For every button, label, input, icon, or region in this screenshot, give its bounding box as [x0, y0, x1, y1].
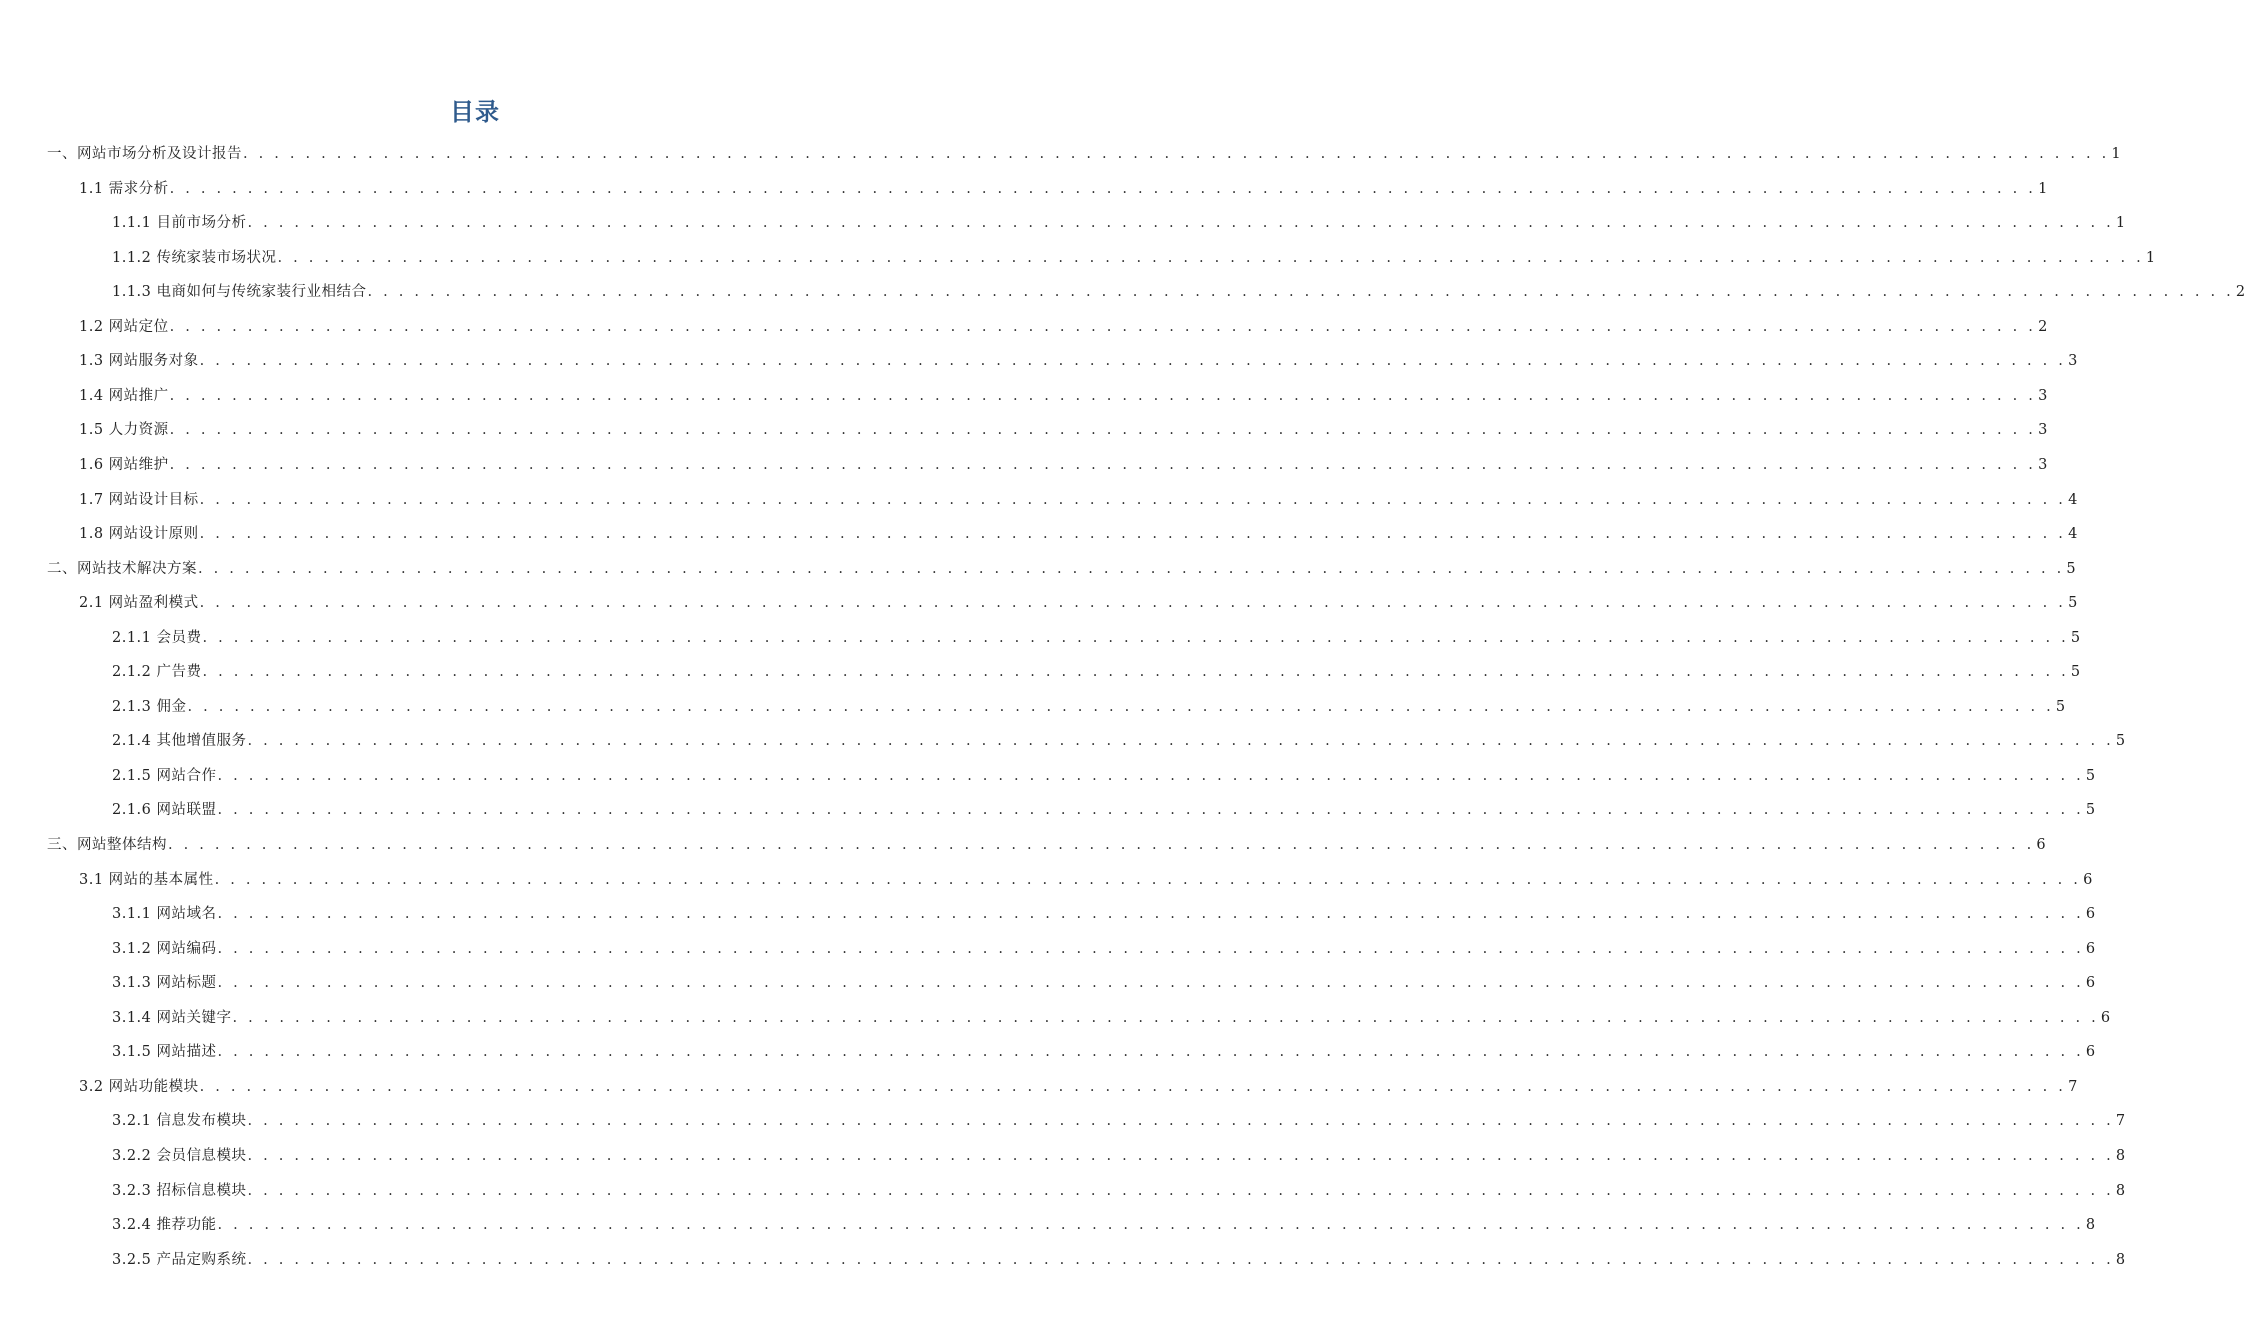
toc-entry[interactable]: [112, 209, 2126, 233]
toc-page-number: 4: [2068, 526, 2078, 543]
toc-dot-leader: . . . . . . . . . . . . . . . . . . . . . . . . . . . . . . . . . . . . . . . . . . . . . . . . . . . . . . . . . . . . . . . . . . . . . . . . . . . . . . . . . . . . . . . . . . . . . . . . . . . . . . . . . . . . . . . . . . . . . . . .: [187, 698, 2054, 715]
toc-entry-text: 1.7 网站设计目标: [79, 491, 199, 508]
toc-entry[interactable]: [79, 486, 2078, 510]
toc-entry-text: 2.1.1 会员费: [112, 629, 202, 646]
toc-entry-text: 1.1.1 目前市场分析: [112, 215, 247, 232]
toc-entry-text: 1.8 网站设计原则: [79, 526, 199, 543]
toc-dot-leader: . . . . . . . . . . . . . . . . . . . . . . . . . . . . . . . . . . . . . . . . . . . . . . . . . . . . . . . . . . . . . . . . . . . . . . . . . . . . . . . . . . . . . . . . . . . . . . . . . . . . . . . . . . . . . . . . . . . . . . . .: [217, 975, 2084, 992]
toc-page-number: 6: [2085, 1044, 2096, 1061]
toc-dot-leader: . . . . . . . . . . . . . . . . . . . . . . . . . . . . . . . . . . . . . . . . . . . . . . . . . . . . . . . . . . . . . . . . . . . . . . . . . . . . . . . . . . . . . . . . . . . . . . . . . . . . . . . . . . . . . . . . . . . . . . . .: [217, 940, 2084, 957]
toc-dot-leader: . . . . . . . . . . . . . . . . . . . . . . . . . . . . . . . . . . . . . . . . . . . . . . . . . . . . . . . . . . . . . . . . . . . . . . . . . . . . . . . . . . . . . . . . . . . . . . . . . . . . . . . . . . . . . . . . . . . . . . . .: [217, 1217, 2084, 1234]
toc-page-number: 6: [2085, 906, 2096, 923]
toc-entry[interactable]: [79, 382, 2048, 406]
toc-page-number: 8: [2085, 1217, 2096, 1234]
toc-title: 目录: [450, 98, 500, 126]
toc-entry-text: 一、网站市场分析及设计报告: [47, 146, 242, 162]
toc-entry-text: 2.1.4 其他增值服务: [112, 733, 247, 750]
toc-entry[interactable]: [112, 935, 2096, 959]
toc-page-number: 2: [2235, 284, 2245, 301]
toc-dot-leader: . . . . . . . . . . . . . . . . . . . . . . . . . . . . . . . . . . . . . . . . . . . . . . . . . . . . . . . . . . . . . . . . . . . . . . . . . . . . . . . . . . . . . . . . . . . . . . . . . . . . . . . . . . . . . . . . . . . . . . . .: [217, 1044, 2084, 1061]
toc-dot-leader: . . . . . . . . . . . . . . . . . . . . . . . . . . . . . . . . . . . . . . . . . . . . . . . . . . . . . . . . . . . . . . . . . . . . . . . . . . . . . . . . . . . . . . . . . . . . . . . . . . . . . . . . . . . . . . . . . . . . . . . .: [169, 422, 2037, 439]
toc-dot-leader: . . . . . . . . . . . . . . . . . . . . . . . . . . . . . . . . . . . . . . . . . . . . . . . . . . . . . . . . . . . . . . . . . . . . . . . . . . . . . . . . . . . . . . . . . . . . . . . . . . . . . . . . . . . . . . . . . . . . . . . .: [243, 146, 2110, 162]
toc-entry[interactable]: [79, 1073, 2078, 1097]
toc-entry-text: 二、网站技术解决方案: [47, 560, 197, 577]
toc-entry[interactable]: [112, 762, 2096, 786]
toc-page-number: 5: [2070, 664, 2081, 681]
toc-entry[interactable]: [112, 244, 2156, 268]
toc-page-number: 4: [2068, 491, 2078, 508]
toc-entry-text: 1.6 网站维护: [79, 456, 169, 473]
toc-entry-text: 3.2.3 招标信息模块: [112, 1182, 247, 1199]
toc-entry-text: 2.1.2 广告费: [112, 664, 202, 681]
toc-page-number: 5: [2070, 629, 2081, 646]
toc-dot-leader: . . . . . . . . . . . . . . . . . . . . . . . . . . . . . . . . . . . . . . . . . . . . . . . . . . . . . . . . . . . . . . . . . . . . . . . . . . . . . . . . . . . . . . . . . . . . . . . . . . . . . . . . . . . . . . . . . . . . . . . .: [217, 906, 2084, 923]
toc-page-number: 5: [2068, 595, 2078, 612]
toc-entry[interactable]: [79, 416, 2048, 440]
toc-dot-leader: . . . . . . . . . . . . . . . . . . . . . . . . . . . . . . . . . . . . . . . . . . . . . . . . . . . . . . . . . . . . . . . . . . . . . . . . . . . . . . . . . . . . . . . . . . . . . . . . . . . . . . . . . . . . . . . . . . . . . . . .: [247, 215, 2114, 232]
toc-dot-leader: . . . . . . . . . . . . . . . . . . . . . . . . . . . . . . . . . . . . . . . . . . . . . . . . . . . . . . . . . . . . . . . . . . . . . . . . . . . . . . . . . . . . . . . . . . . . . . . . . . . . . . . . . . . . . . . . . . . . . . . .: [232, 1009, 2099, 1026]
toc-entry[interactable]: [112, 1107, 2126, 1131]
toc-entry[interactable]: [112, 1246, 2126, 1270]
toc-page-number: 6: [2100, 1009, 2111, 1026]
toc-page-number: 3: [2068, 353, 2078, 370]
toc-page-number: 5: [2085, 802, 2096, 819]
toc-entry[interactable]: [112, 624, 2081, 648]
toc-entry-text: 2.1 网站盈利模式: [79, 595, 199, 612]
toc-entry-text: 3.1.1 网站域名: [112, 906, 217, 923]
toc-entry-text: 2.1.6 网站联盟: [112, 802, 217, 819]
toc-entry-text: 3.2.2 会员信息模块: [112, 1147, 247, 1164]
toc-page-number: 6: [2085, 975, 2096, 992]
toc-dot-leader: . . . . . . . . . . . . . . . . . . . . . . . . . . . . . . . . . . . . . . . . . . . . . . . . . . . . . . . . . . . . . . . . . . . . . . . . . . . . . . . . . . . . . . . . . . . . . . . . . . . . . . . . . . . . . . . . . . . . . . . .: [169, 387, 2037, 404]
toc-page-number: 3: [2038, 422, 2048, 439]
toc-entry-text: 3.2 网站功能模块: [79, 1078, 199, 1095]
toc-entry[interactable]: [47, 140, 2121, 164]
toc-entry[interactable]: [79, 589, 2078, 613]
toc-page-number: 3: [2038, 456, 2048, 473]
toc-dot-leader: . . . . . . . . . . . . . . . . . . . . . . . . . . . . . . . . . . . . . . . . . . . . . . . . . . . . . . . . . . . . . . . . . . . . . . . . . . . . . . . . . . . . . . . . . . . . . . . . . . . . . . . . . . . . . . . . . . . . . . . .: [199, 526, 2067, 543]
toc-entry-text: 3.1.5 网站描述: [112, 1044, 217, 1061]
toc-entry[interactable]: [112, 278, 2245, 302]
toc-entry[interactable]: [47, 555, 2076, 579]
toc-entry[interactable]: [112, 1038, 2096, 1062]
toc-dot-leader: . . . . . . . . . . . . . . . . . . . . . . . . . . . . . . . . . . . . . . . . . . . . . . . . . . . . . . . . . . . . . . . . . . . . . . . . . . . . . . . . . . . . . . . . . . . . . . . . . . . . . . . . . . . . . . . . . . . . . . . .: [247, 1113, 2114, 1130]
toc-entry[interactable]: [112, 1177, 2126, 1201]
toc-entry-text: 1.5 人力资源: [79, 422, 169, 439]
toc-entry-text: 3.1 网站的基本属性: [79, 871, 214, 888]
toc-page-number: 5: [2085, 767, 2096, 784]
toc-entry[interactable]: [112, 693, 2066, 717]
toc-page-number: 8: [2115, 1147, 2126, 1164]
toc-page-number: 1: [2111, 146, 2121, 162]
toc-entry[interactable]: [79, 313, 2048, 337]
toc-dot-leader: . . . . . . . . . . . . . . . . . . . . . . . . . . . . . . . . . . . . . . . . . . . . . . . . . . . . . . . . . . . . . . . . . . . . . . . . . . . . . . . . . . . . . . . . . . . . . . . . . . . . . . . . . . . . . . . . . . . . . . . .: [247, 1147, 2114, 1164]
toc-dot-leader: . . . . . . . . . . . . . . . . . . . . . . . . . . . . . . . . . . . . . . . . . . . . . . . . . . . . . . . . . . . . . . . . . . . . . . . . . . . . . . . . . . . . . . . . . . . . . . . . . . . . . . . . . . . . . . . . . . . . . . . .: [199, 491, 2067, 508]
toc-entry[interactable]: [112, 1142, 2126, 1166]
toc-dot-leader: . . . . . . . . . . . . . . . . . . . . . . . . . . . . . . . . . . . . . . . . . . . . . . . . . . . . . . . . . . . . . . . . . . . . . . . . . . . . . . . . . . . . . . . . . . . . . . . . . . . . . . . . . . . . . . . . . . . . . . . .: [367, 284, 2234, 301]
toc-dot-leader: . . . . . . . . . . . . . . . . . . . . . . . . . . . . . . . . . . . . . . . . . . . . . . . . . . . . . . . . . . . . . . . . . . . . . . . . . . . . . . . . . . . . . . . . . . . . . . . . . . . . . . . . . . . . . . . . . . . . . . . .: [169, 318, 2037, 335]
toc-entry[interactable]: [79, 347, 2078, 371]
toc-dot-leader: . . . . . . . . . . . . . . . . . . . . . . . . . . . . . . . . . . . . . . . . . . . . . . . . . . . . . . . . . . . . . . . . . . . . . . . . . . . . . . . . . . . . . . . . . . . . . . . . . . . . . . . . . . . . . . . . . . . . . . . .: [199, 353, 2067, 370]
toc-dot-leader: . . . . . . . . . . . . . . . . . . . . . . . . . . . . . . . . . . . . . . . . . . . . . . . . . . . . . . . . . . . . . . . . . . . . . . . . . . . . . . . . . . . . . . . . . . . . . . . . . . . . . . . . . . . . . . . . . . . . . . . .: [169, 180, 2037, 197]
toc-dot-leader: . . . . . . . . . . . . . . . . . . . . . . . . . . . . . . . . . . . . . . . . . . . . . . . . . . . . . . . . . . . . . . . . . . . . . . . . . . . . . . . . . . . . . . . . . . . . . . . . . . . . . . . . . . . . . . . . . . . . . . . .: [217, 767, 2084, 784]
toc-page-number: 1: [2038, 180, 2048, 197]
toc-page-number: 5: [2066, 560, 2076, 577]
toc-entry[interactable]: [47, 831, 2046, 855]
toc-page-number: 1: [2115, 215, 2126, 232]
toc-dot-leader: . . . . . . . . . . . . . . . . . . . . . . . . . . . . . . . . . . . . . . . . . . . . . . . . . . . . . . . . . . . . . . . . . . . . . . . . . . . . . . . . . . . . . . . . . . . . . . . . . . . . . . . . . . . . . . . . . . . . . . . .: [202, 629, 2069, 646]
toc-dot-leader: . . . . . . . . . . . . . . . . . . . . . . . . . . . . . . . . . . . . . . . . . . . . . . . . . . . . . . . . . . . . . . . . . . . . . . . . . . . . . . . . . . . . . . . . . . . . . . . . . . . . . . . . . . . . . . . . . . . . . . . .: [199, 595, 2067, 612]
toc-page-number: 8: [2115, 1251, 2126, 1268]
toc-dot-leader: . . . . . . . . . . . . . . . . . . . . . . . . . . . . . . . . . . . . . . . . . . . . . . . . . . . . . . . . . . . . . . . . . . . . . . . . . . . . . . . . . . . . . . . . . . . . . . . . . . . . . . . . . . . . . . . . . . . . . . . .: [247, 1251, 2114, 1268]
toc-entry-text: 3.2.5 产品定购系统: [112, 1251, 247, 1268]
toc-dot-leader: . . . . . . . . . . . . . . . . . . . . . . . . . . . . . . . . . . . . . . . . . . . . . . . . . . . . . . . . . . . . . . . . . . . . . . . . . . . . . . . . . . . . . . . . . . . . . . . . . . . . . . . . . . . . . . . . . . . . . . . .: [247, 733, 2114, 750]
toc-entry[interactable]: [112, 727, 2126, 751]
toc-page-number: 7: [2115, 1113, 2126, 1130]
toc-dot-leader: . . . . . . . . . . . . . . . . . . . . . . . . . . . . . . . . . . . . . . . . . . . . . . . . . . . . . . . . . . . . . . . . . . . . . . . . . . . . . . . . . . . . . . . . . . . . . . . . . . . . . . . . . . . . . . . . . . . . . . . .: [199, 1078, 2067, 1095]
toc-entry-text: 1.1 需求分析: [79, 180, 169, 197]
toc-entry-text: 3.1.3 网站标题: [112, 975, 217, 992]
toc-dot-leader: . . . . . . . . . . . . . . . . . . . . . . . . . . . . . . . . . . . . . . . . . . . . . . . . . . . . . . . . . . . . . . . . . . . . . . . . . . . . . . . . . . . . . . . . . . . . . . . . . . . . . . . . . . . . . . . . . . . . . . . .: [168, 837, 2035, 853]
toc-dot-leader: . . . . . . . . . . . . . . . . . . . . . . . . . . . . . . . . . . . . . . . . . . . . . . . . . . . . . . . . . . . . . . . . . . . . . . . . . . . . . . . . . . . . . . . . . . . . . . . . . . . . . . . . . . . . . . . . . . . . . . . .: [277, 249, 2144, 266]
toc-entry[interactable]: [112, 658, 2081, 682]
toc-entry-text: 1.1.3 电商如何与传统家装行业相结合: [112, 284, 367, 301]
toc-entry[interactable]: [112, 900, 2096, 924]
toc-entry-text: 3.2.1 信息发布模块: [112, 1113, 247, 1130]
toc-page-number: 5: [2115, 733, 2126, 750]
toc-entry-text: 三、网站整体结构: [47, 837, 167, 853]
toc-dot-leader: . . . . . . . . . . . . . . . . . . . . . . . . . . . . . . . . . . . . . . . . . . . . . . . . . . . . . . . . . . . . . . . . . . . . . . . . . . . . . . . . . . . . . . . . . . . . . . . . . . . . . . . . . . . . . . . . . . . . . . . .: [202, 664, 2069, 681]
toc-entry-text: 3.1.2 网站编码: [112, 940, 217, 957]
toc-entry[interactable]: [112, 1004, 2111, 1028]
toc-entry[interactable]: [79, 451, 2048, 475]
toc-page-number: 2: [2038, 318, 2048, 335]
toc-entry-text: 2.1.3 佣金: [112, 698, 187, 715]
toc-dot-leader: . . . . . . . . . . . . . . . . . . . . . . . . . . . . . . . . . . . . . . . . . . . . . . . . . . . . . . . . . . . . . . . . . . . . . . . . . . . . . . . . . . . . . . . . . . . . . . . . . . . . . . . . . . . . . . . . . . . . . . . .: [214, 871, 2082, 888]
toc-entry[interactable]: [79, 520, 2078, 544]
toc-page-number: 5: [2055, 698, 2066, 715]
toc-entry[interactable]: [112, 796, 2096, 820]
toc-entry-text: 2.1.5 网站合作: [112, 767, 217, 784]
toc-entry-text: 1.4 网站推广: [79, 387, 169, 404]
toc-entry[interactable]: [112, 1211, 2096, 1235]
toc-entry[interactable]: [79, 866, 2093, 890]
toc-page-number: 6: [2036, 837, 2046, 853]
toc-page-number: 7: [2068, 1078, 2078, 1095]
toc-page-number: 6: [2083, 871, 2093, 888]
toc-entry[interactable]: [79, 175, 2048, 199]
toc-entry-text: 3.2.4 推荐功能: [112, 1217, 217, 1234]
toc-entry-text: 1.3 网站服务对象: [79, 353, 199, 370]
toc-page-number: 8: [2115, 1182, 2126, 1199]
toc-dot-leader: . . . . . . . . . . . . . . . . . . . . . . . . . . . . . . . . . . . . . . . . . . . . . . . . . . . . . . . . . . . . . . . . . . . . . . . . . . . . . . . . . . . . . . . . . . . . . . . . . . . . . . . . . . . . . . . . . . . . . . . .: [198, 560, 2065, 577]
toc-entry-text: 1.1.2 传统家装市场状况: [112, 249, 277, 266]
toc-dot-leader: . . . . . . . . . . . . . . . . . . . . . . . . . . . . . . . . . . . . . . . . . . . . . . . . . . . . . . . . . . . . . . . . . . . . . . . . . . . . . . . . . . . . . . . . . . . . . . . . . . . . . . . . . . . . . . . . . . . . . . . .: [217, 802, 2084, 819]
toc-dot-leader: . . . . . . . . . . . . . . . . . . . . . . . . . . . . . . . . . . . . . . . . . . . . . . . . . . . . . . . . . . . . . . . . . . . . . . . . . . . . . . . . . . . . . . . . . . . . . . . . . . . . . . . . . . . . . . . . . . . . . . . .: [169, 456, 2037, 473]
toc-page-number: 1: [2145, 249, 2156, 266]
toc-entry-text: 1.2 网站定位: [79, 318, 169, 335]
toc-entry[interactable]: [112, 969, 2096, 993]
toc-page-number: 6: [2085, 940, 2096, 957]
toc-dot-leader: . . . . . . . . . . . . . . . . . . . . . . . . . . . . . . . . . . . . . . . . . . . . . . . . . . . . . . . . . . . . . . . . . . . . . . . . . . . . . . . . . . . . . . . . . . . . . . . . . . . . . . . . . . . . . . . . . . . . . . . .: [247, 1182, 2114, 1199]
toc-entry-text: 3.1.4 网站关键字: [112, 1009, 232, 1026]
toc-page-number: 3: [2038, 387, 2048, 404]
